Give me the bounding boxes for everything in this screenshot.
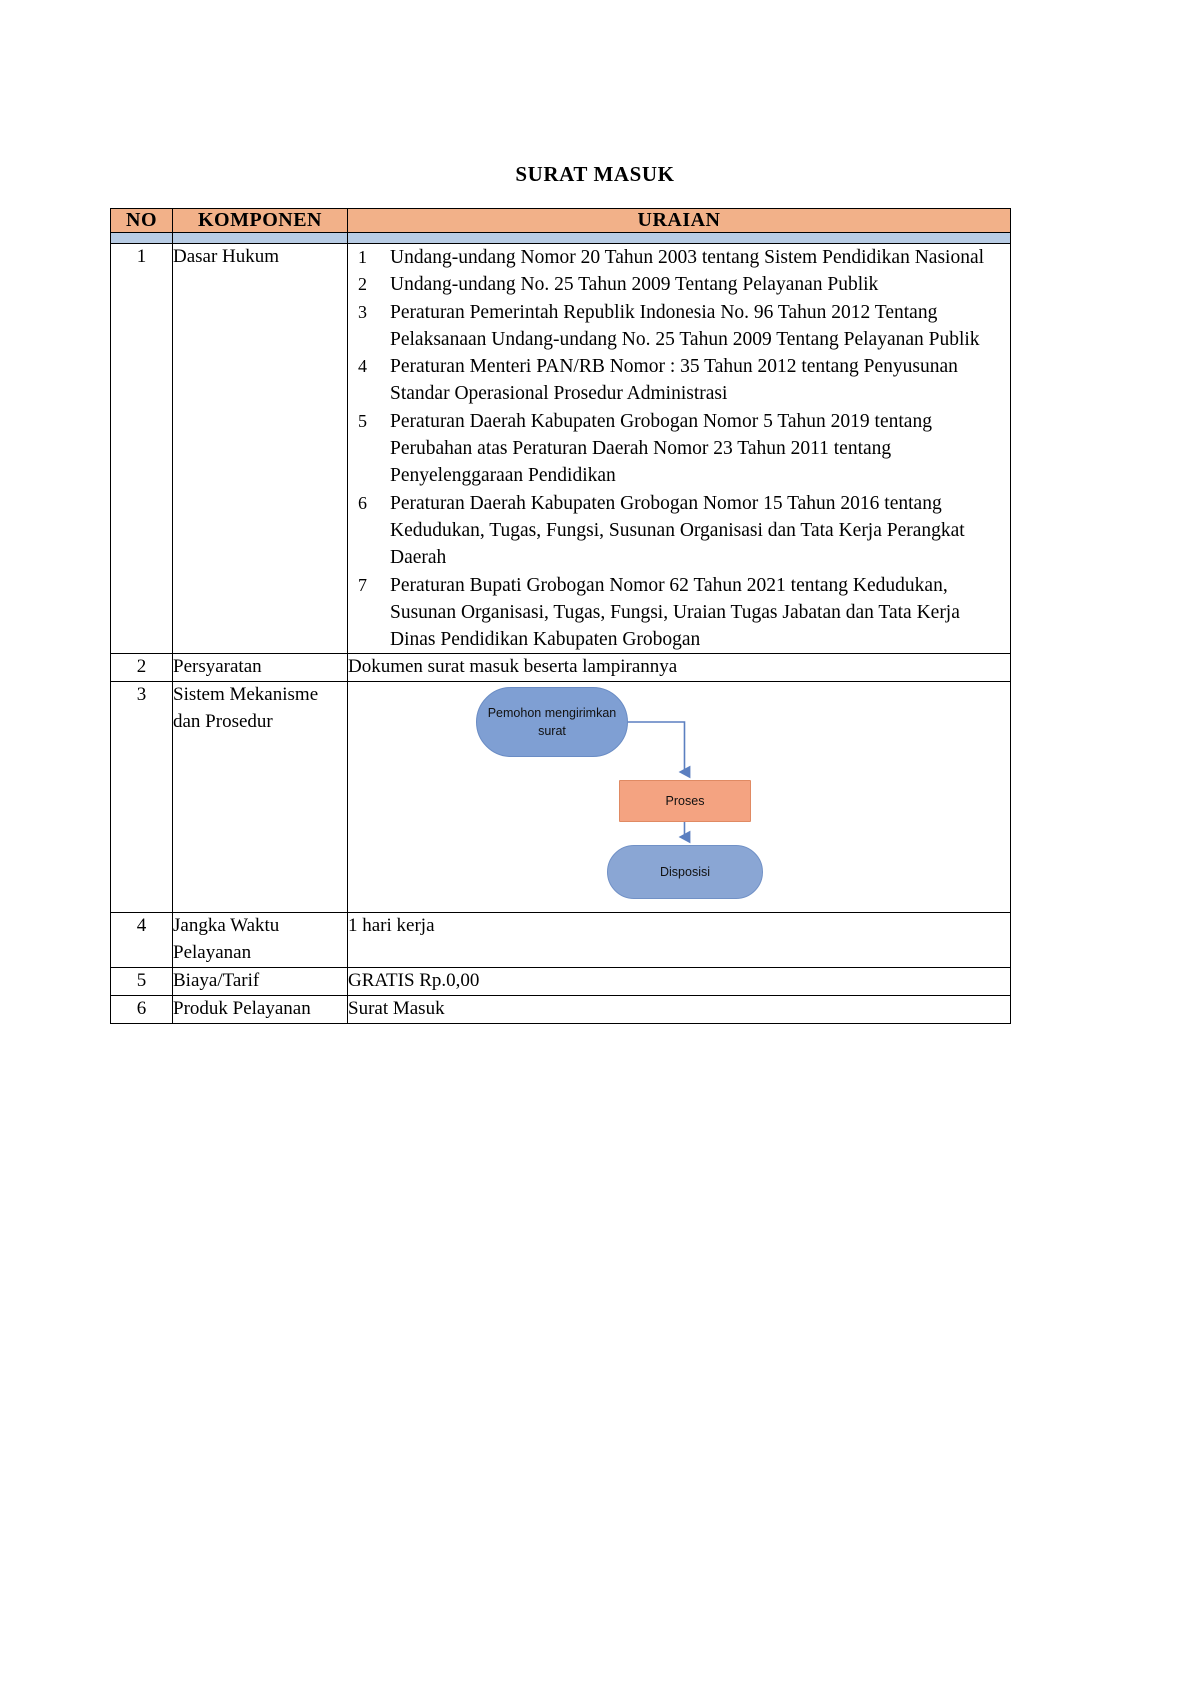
column-header-komponen: KOMPONEN (173, 209, 348, 233)
page-title: SURAT MASUK (515, 162, 675, 186)
row-uraian: GRATIS Rp.0,00 (348, 968, 1011, 996)
list-item-number: 7 (358, 574, 367, 595)
table-row (111, 682, 1011, 913)
column-header-uraian: URAIAN (348, 209, 1011, 233)
flow-node-pemohon (476, 687, 628, 757)
table-row (111, 996, 1011, 1024)
row-komponen: Sistem Mekanisme dan Prosedur (173, 682, 348, 913)
table-row (111, 913, 1011, 968)
row-komponen: Persyaratan (173, 654, 348, 682)
table-body (111, 233, 1011, 1024)
row-number: 3 (111, 682, 173, 913)
list-item (348, 572, 1010, 654)
row-uraian: Dokumen surat masuk beserta lampirannya (348, 654, 1011, 682)
row-number: 1 (111, 244, 173, 654)
list-item (348, 490, 1010, 572)
row-uraian: 1 hari kerja (348, 913, 1011, 968)
spacer-cell-uraian (348, 233, 1011, 244)
header-row (111, 209, 1011, 233)
list-item-number: 4 (358, 356, 367, 377)
table-header (111, 209, 1011, 233)
flow-node-label: Disposisi (659, 865, 710, 880)
table-row (111, 244, 1011, 654)
flow-node-label: Pemohon mengirimkan surat (487, 706, 617, 739)
row-uraian (348, 244, 1011, 654)
flowchart (348, 682, 1010, 910)
table-row (111, 654, 1011, 682)
edge-start-to-proses (628, 722, 685, 772)
column-header-no: NO (111, 209, 173, 233)
list-item-text: Undang-undang Nomor 20 Tahun 2003 tentang Sistem Pendidikan Nasional (390, 247, 985, 268)
list-item-number: 1 (358, 247, 367, 267)
spacer-cell-no (111, 233, 173, 244)
spacer-cell-komponen (173, 233, 348, 244)
row-komponen: Dasar Hukum (173, 244, 348, 654)
table-row (111, 968, 1011, 996)
list-item-number: 2 (358, 274, 367, 295)
row-uraian-flowchart (348, 682, 1011, 913)
flow-node-disposisi (607, 845, 763, 899)
list-item-text: Peraturan Pemerintah Republik Indonesia No. 96 Tahun 2012 Tentang Pelaksanaan Undang-undang No. 25 Tahun 2009 Tentang Pelayanan Publik (390, 301, 980, 350)
row-number: 4 (111, 913, 173, 968)
row-komponen: Jangka Waktu Pelayanan (173, 913, 348, 968)
list-item-number: 3 (358, 301, 367, 322)
row-uraian: Surat Masuk (348, 996, 1011, 1024)
flow-node-label: Proses (665, 794, 705, 809)
row-number: 5 (111, 968, 173, 996)
list-item (348, 353, 1010, 408)
list-item (348, 408, 1010, 490)
row-number: 6 (111, 996, 173, 1024)
list-item-text: Peraturan Daerah Kabupaten Grobogan Nomor 15 Tahun 2016 tentang Kedudukan, Tugas, Fungsi, Susunan Organisasi dan Tata Kerja Perangkat Daerah (390, 492, 965, 569)
row-komponen: Biaya/Tarif (173, 968, 348, 996)
list-item (348, 244, 1010, 271)
list-item (348, 271, 1010, 298)
list-item-number: 6 (358, 492, 367, 513)
list-item-text: Peraturan Menteri PAN/RB Nomor : 35 Tahun 2012 tentang Penyusunan Standar Operasional Prosedur Administrasi (390, 356, 958, 405)
list-item (348, 299, 1010, 354)
flow-node-proses (619, 780, 751, 822)
row-komponen: Produk Pelayanan (173, 996, 348, 1024)
sop-table (110, 208, 1011, 1024)
list-item-number: 5 (358, 410, 367, 431)
legal-basis-list (348, 244, 1010, 653)
list-item-text: Peraturan Bupati Grobogan Nomor 62 Tahun 2021 tentang Kedudukan, Susunan Organisasi, Tugas, Fungsi, Uraian Tugas Jabatan dan Tata Kerja Dinas Pendidikan Kabupaten Grobogan (390, 574, 960, 651)
row-number: 2 (111, 654, 173, 682)
list-item-text: Undang-undang No. 25 Tahun 2009 Tentang Pelayanan Publik (390, 274, 879, 296)
header-spacer-row (111, 233, 1011, 244)
list-item-text: Peraturan Daerah Kabupaten Grobogan Nomor 5 Tahun 2019 tentang Perubahan atas Peraturan Daerah Nomor 23 Tahun 2011 tentang Penyelenggaraan Pendidikan (390, 410, 932, 487)
